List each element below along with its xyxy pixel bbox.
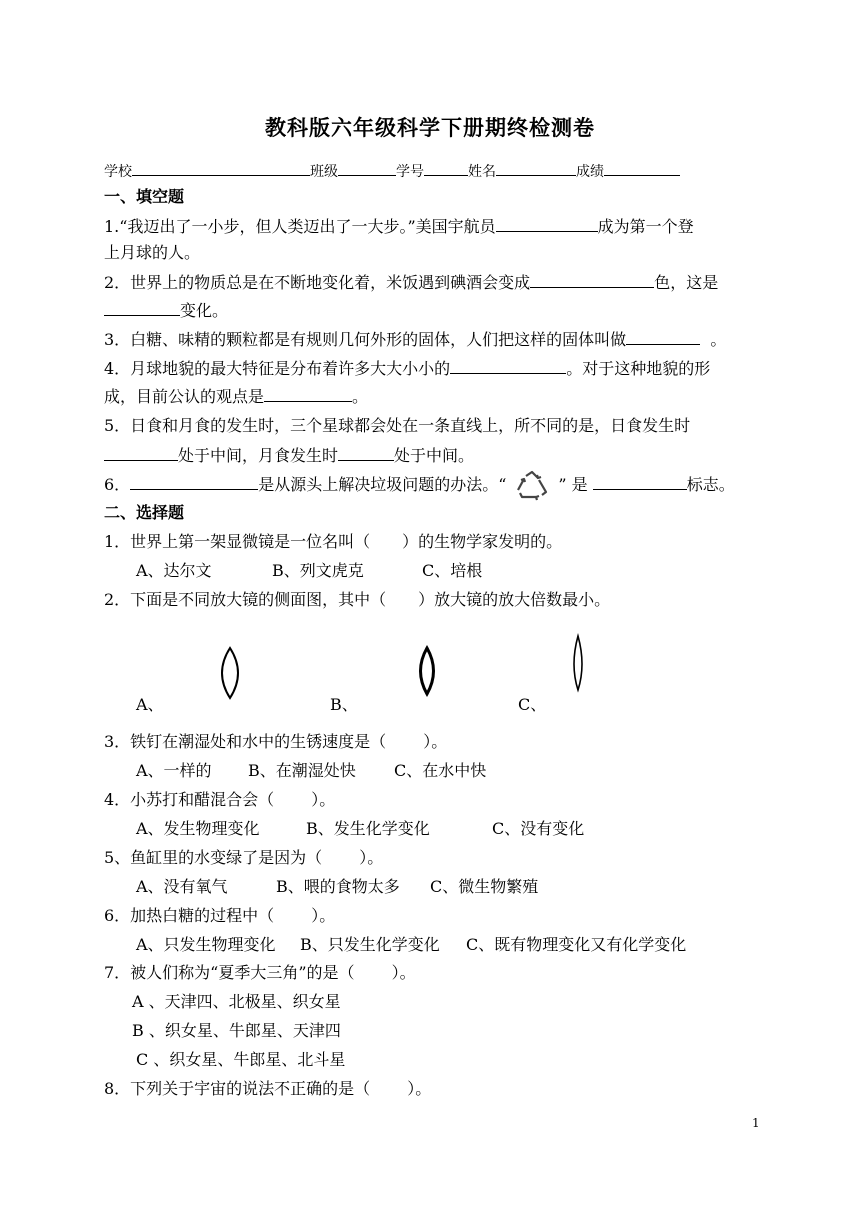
answer-blank[interactable] bbox=[104, 445, 178, 461]
option-a[interactable]: A、没有氧气 bbox=[136, 877, 228, 896]
answer-blank[interactable] bbox=[450, 358, 566, 374]
section-heading-choice: 二、选择题 bbox=[104, 503, 185, 522]
fill-q2-line1 bbox=[104, 272, 718, 293]
section-heading-fill: 一、填空题 bbox=[104, 187, 185, 206]
option-b[interactable]: B、喂的食物太多 bbox=[276, 877, 400, 896]
q-text: 6． bbox=[104, 475, 131, 494]
answer-blank[interactable] bbox=[530, 272, 654, 288]
lens-b-icon bbox=[410, 644, 444, 698]
lens-c-icon bbox=[566, 632, 590, 694]
option-a[interactable]: A、发生物理变化 bbox=[136, 819, 260, 838]
lens-label-b[interactable]: B、 bbox=[330, 695, 358, 714]
q-text: ” 是 bbox=[558, 475, 588, 494]
option-c[interactable]: C、既有物理变化又有化学变化 bbox=[466, 935, 687, 954]
class-field[interactable] bbox=[338, 160, 396, 176]
number-field[interactable] bbox=[424, 160, 468, 176]
choice-q5: 5、鱼缸里的水变绿了是因为（ ）。 bbox=[104, 848, 384, 867]
score-label: 成绩 bbox=[576, 164, 604, 180]
choice-q4-options bbox=[136, 819, 584, 839]
name-label: 姓名 bbox=[468, 164, 496, 180]
answer-blank[interactable] bbox=[104, 300, 180, 316]
fill-q4-line2 bbox=[104, 386, 368, 407]
option-a[interactable]: A、一样的 bbox=[136, 761, 212, 780]
fill-q5-line2 bbox=[104, 445, 474, 466]
name-field[interactable] bbox=[496, 160, 576, 176]
option-b[interactable]: B、只发生化学变化 bbox=[300, 935, 440, 954]
choice-q1-options bbox=[136, 561, 482, 581]
q-text: 色，这是 bbox=[654, 273, 719, 292]
option-c[interactable]: C、微生物繁殖 bbox=[430, 877, 539, 896]
page-title: 教科版六年级科学下册期终检测卷 bbox=[265, 116, 595, 140]
option-b[interactable]: B、发生化学变化 bbox=[306, 819, 430, 838]
fill-q1-line1 bbox=[104, 216, 694, 237]
option-b[interactable]: B、在潮湿处快 bbox=[248, 761, 356, 780]
q-text: 变化。 bbox=[180, 301, 229, 320]
fill-q3 bbox=[104, 329, 726, 350]
student-info-row bbox=[104, 160, 680, 182]
fill-q2-line2 bbox=[104, 300, 228, 321]
q-text: 成，目前公认的观点是 bbox=[104, 387, 265, 406]
score-field[interactable] bbox=[604, 160, 680, 176]
q-text: 成为第一个登 bbox=[597, 217, 694, 236]
page-number: 1 bbox=[752, 1116, 760, 1130]
option-c[interactable]: C、在水中快 bbox=[394, 761, 487, 780]
choice-q7-option-b[interactable]: B 、织女星、牛郎星、天津四 bbox=[132, 1021, 341, 1040]
answer-blank[interactable] bbox=[130, 474, 258, 490]
q-text: 4．月球地貌的最大特征是分布着许多大大小小的 bbox=[104, 359, 451, 378]
option-a[interactable]: A、只发生物理变化 bbox=[136, 935, 276, 954]
choice-q6-options bbox=[136, 935, 686, 955]
fill-q5-line1: 5．日食和月食的发生时，三个星球都会处在一条直线上，所不同的是，日食发生时 bbox=[104, 416, 691, 435]
answer-blank[interactable] bbox=[496, 216, 598, 232]
q-text: 是从源头上解决垃圾问题的办法。“ bbox=[258, 475, 507, 494]
class-label: 班级 bbox=[310, 164, 338, 180]
recycle-icon bbox=[506, 476, 558, 496]
school-field[interactable] bbox=[132, 160, 310, 176]
fill-q1-line2: 上月球的人。 bbox=[104, 243, 201, 262]
q-text: 处于中间。 bbox=[394, 446, 475, 465]
q-text: 。 bbox=[710, 330, 727, 349]
q-text: 1.“我迈出了一小步，但人类迈出了一大步。”美国宇航员 bbox=[104, 217, 496, 236]
choice-q1: 1．世界上第一架显微镜是一位名叫（ ）的生物学家发明的。 bbox=[104, 532, 563, 551]
answer-blank[interactable] bbox=[338, 445, 394, 461]
lens-label-c[interactable]: C、 bbox=[518, 695, 547, 714]
fill-q6 bbox=[104, 474, 735, 496]
choice-q5-options bbox=[136, 877, 538, 897]
q-text: 。 bbox=[352, 387, 369, 406]
option-b[interactable]: B、列文虎克 bbox=[272, 561, 364, 580]
option-c[interactable]: C、培根 bbox=[422, 561, 483, 580]
answer-blank[interactable] bbox=[264, 386, 352, 402]
q-text: 标志。 bbox=[686, 475, 735, 494]
choice-q6: 6．加热白糖的过程中（ ）。 bbox=[104, 906, 336, 925]
choice-q7-option-c[interactable]: C 、织女星、牛郎星、北斗星 bbox=[136, 1050, 346, 1069]
number-label: 学号 bbox=[396, 164, 424, 180]
q-text: 处于中间，月食发生时 bbox=[178, 446, 339, 465]
lens-a-icon bbox=[210, 644, 250, 702]
q-text: 3．白糖、味精的颗粒都是有规则几何外形的固体，人们把这样的固体叫做 bbox=[104, 330, 627, 349]
choice-q4: 4．小苏打和醋混合会（ ）。 bbox=[104, 790, 336, 809]
q-text: 2．世界上的物质总是在不断地变化着，米饭遇到碘酒会变成 bbox=[104, 273, 531, 292]
choice-q8: 8．下列关于宇宙的说法不正确的是（ ）。 bbox=[104, 1079, 432, 1098]
choice-q3: 3．铁钉在潮湿处和水中的生锈速度是（ ）。 bbox=[104, 732, 448, 751]
choice-q3-options bbox=[136, 761, 486, 781]
option-a[interactable]: A、达尔文 bbox=[136, 561, 212, 580]
answer-blank[interactable] bbox=[626, 329, 700, 345]
answer-blank[interactable] bbox=[593, 474, 687, 490]
choice-q2: 2．下面是不同放大镜的侧面图，其中（ ）放大镜的放大倍数最小。 bbox=[104, 590, 611, 609]
lens-label-a[interactable]: A、 bbox=[136, 695, 164, 714]
choice-q7-option-a[interactable]: A 、天津四、北极星、织女星 bbox=[132, 992, 341, 1011]
option-c[interactable]: C、没有变化 bbox=[492, 819, 585, 838]
school-label: 学校 bbox=[104, 164, 132, 180]
q-text: 。对于这种地貌的形 bbox=[566, 359, 711, 378]
choice-q7: 7．被人们称为“夏季大三角”的是（ ）。 bbox=[104, 963, 416, 982]
fill-q4-line1 bbox=[104, 358, 710, 379]
